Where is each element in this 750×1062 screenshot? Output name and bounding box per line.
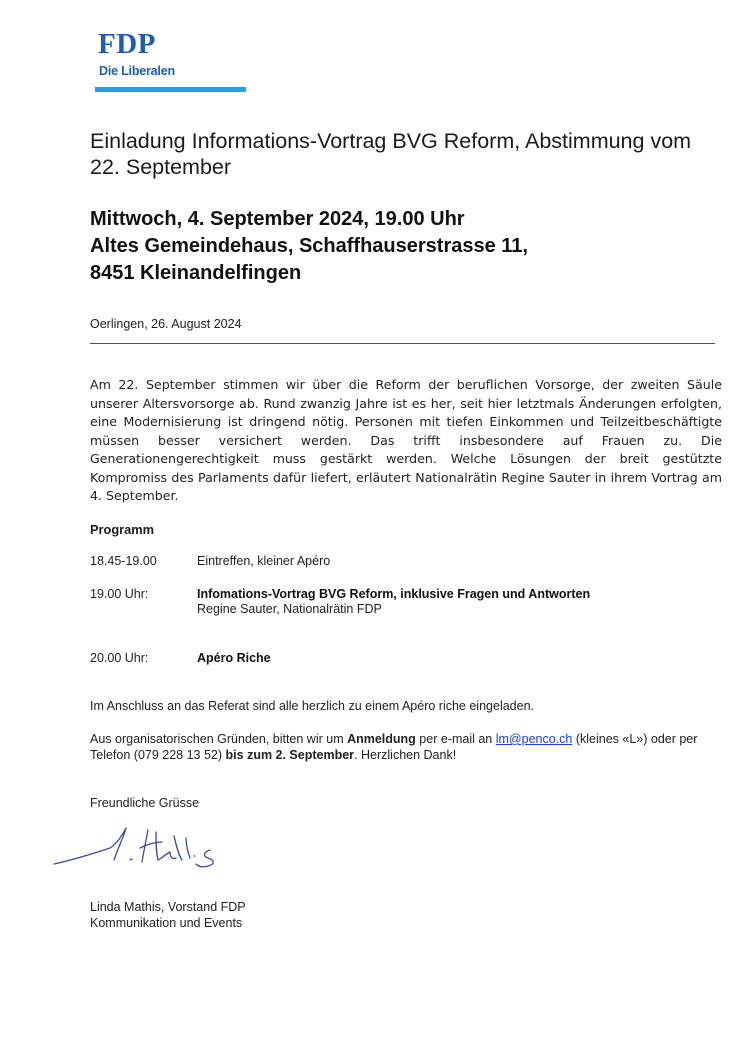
registration-text: . Herzlichen Dank! — [354, 748, 457, 762]
signatory — [90, 899, 246, 931]
logo-accent-bar — [95, 87, 246, 92]
divider — [90, 343, 715, 344]
document-title: Einladung Informations-Vortrag BVG Reform, Abstimmung vom 22. September — [90, 129, 692, 179]
handwritten-signature — [52, 822, 242, 872]
program-time: 20.00 Uhr: — [90, 651, 149, 665]
program-time: 19.00 Uhr: — [90, 587, 149, 601]
program-item: Eintreffen, kleiner Apéro — [197, 554, 331, 568]
intro-paragraph: Am 22. September stimmen wir über die Reform der beruflichen Vorsorge, der zweiten Säule unserer Altersvorsorge ab. Rund zwanzig Jahre ist es her, seit hier letztmals Änderungen erfolgten, eine Modernisierung ist dringend nötig. Personen mit tiefen Einkommen und Teilzeitbeschäftigte müssen besser versichert werden. Das trifft insbesondere auf Frauen zu. Die Generationengerechtigkeit muss gestärkt werden. Welche Lösungen der breit gestützte Kompromiss des Parlaments dafür liefert, erläutert Nationalrätin Regine Sauter in ihrem Vortrag am 4. September. — [90, 377, 722, 503]
registration-text: Aus organisatorischen Gründen, bitten wir um — [90, 732, 348, 746]
registration-paragraph — [90, 731, 710, 763]
event-headline — [90, 206, 710, 287]
fdp-logo-tagline: Die Liberalen — [99, 64, 175, 78]
dateline: Oerlingen, 26. August 2024 — [90, 317, 242, 331]
after-note: Im Anschluss an das Referat sind alle herzlich zu einem Apéro riche eingeladen. — [90, 699, 535, 713]
program-item-title: Infomations-Vortrag BVG Reform, inklusive Fragen und Antworten — [197, 587, 591, 601]
registration-text: (kleines «L») oder per Telefon (079 228 13 52) — [90, 732, 698, 762]
program-time: 18.45-19.00 — [90, 554, 157, 568]
fdp-logo: FDP — [98, 28, 156, 60]
program-item: Apéro Riche — [197, 651, 271, 665]
closing: Freundliche Grüsse — [90, 796, 200, 810]
signatory-role: Kommunikation und Events — [90, 916, 243, 930]
program-heading: Programm — [90, 522, 155, 537]
program-item — [197, 587, 590, 617]
registration-text: per e-mail an — [415, 732, 496, 746]
registration-deadline: bis zum 2. September — [225, 748, 355, 762]
email-link[interactable]: lm@penco.ch — [495, 732, 573, 746]
program-item-speaker: Regine Sauter, Nationalrätin FDP — [197, 602, 382, 616]
registration-bold: Anmeldung — [347, 732, 416, 746]
signatory-name: Linda Mathis, Vorstand FDP — [90, 900, 246, 914]
event-datetime: Mittwoch, 4. September 2024, 19.00 Uhr — [90, 208, 465, 230]
event-venue: Altes Gemeindehaus, Schaffhauserstrasse 11, — [90, 235, 528, 257]
event-town: 8451 Kleinandelfingen — [90, 262, 302, 284]
